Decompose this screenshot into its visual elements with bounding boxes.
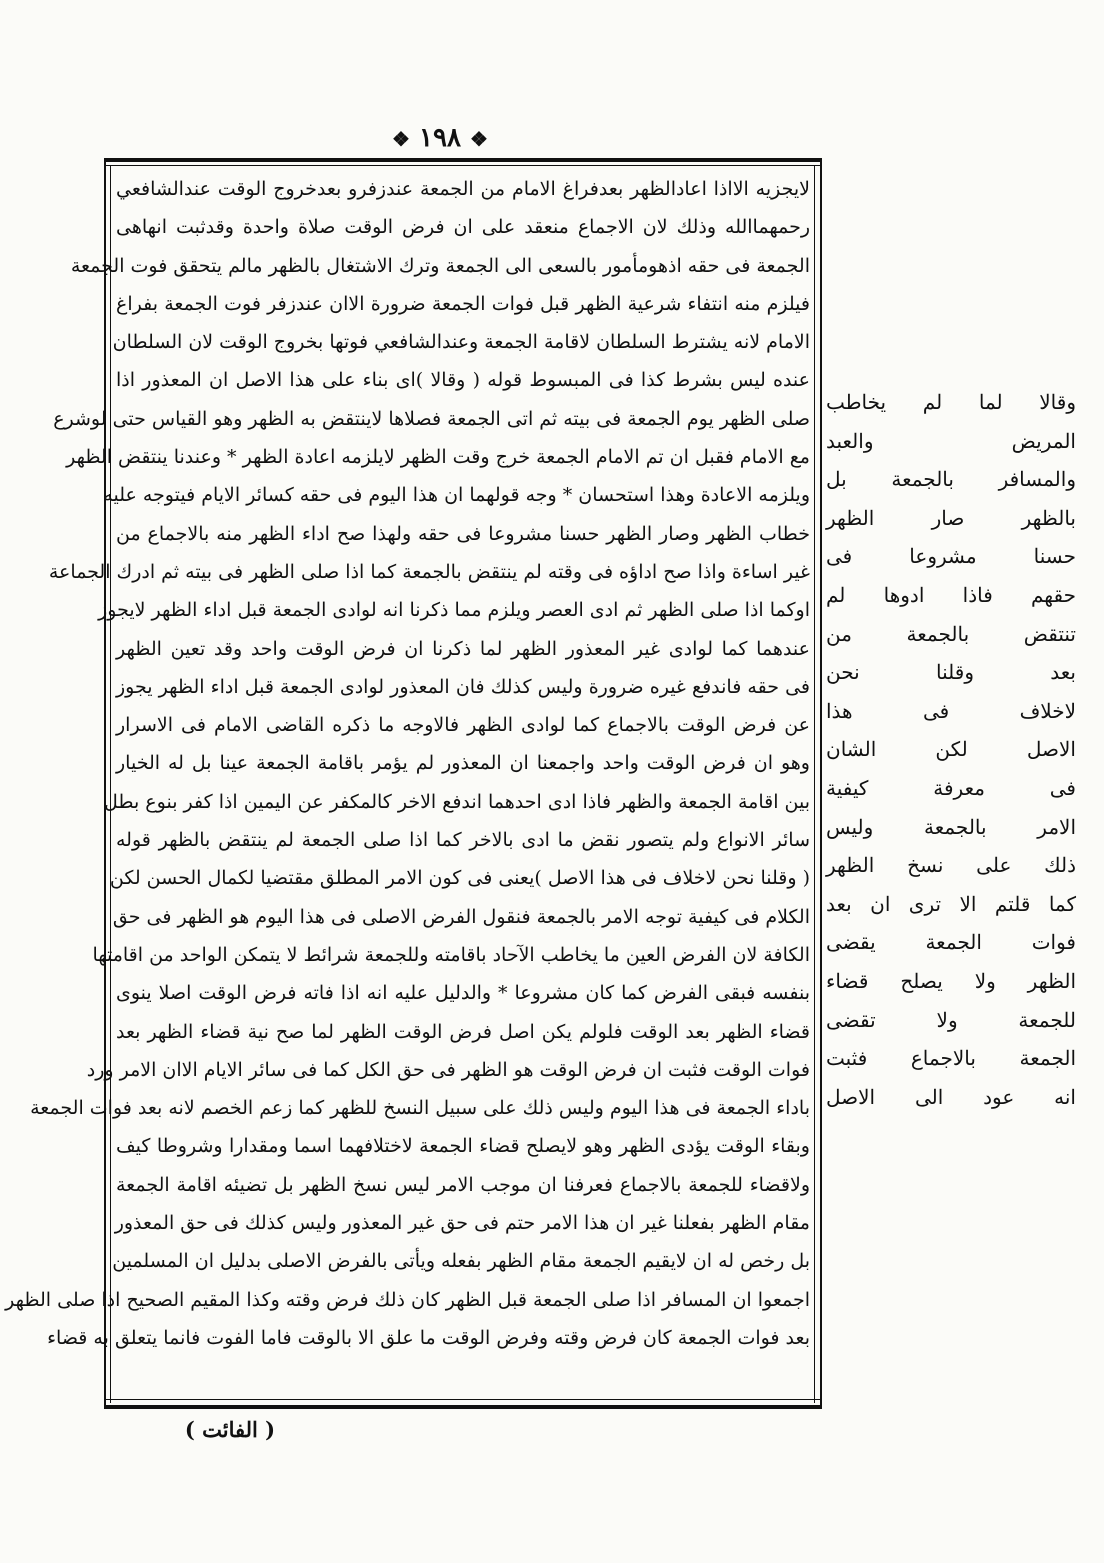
margin-note-block bbox=[826, 383, 1076, 1143]
margin-line: للجمعة ولا تقضى bbox=[826, 1007, 1076, 1032]
main-line: الكافة لان الفرض العين ما يخاطب الآحاد باقامته وللجمعة شرائط لا يتمكن الواحد من اقامتها bbox=[92, 943, 810, 966]
margin-line: حقهم فاذا ادوها لم bbox=[826, 582, 1076, 607]
margin-line: بالظهر صار الظهر bbox=[826, 505, 1076, 530]
main-line: وهو ان فرض الوقت واحد واجمعنا ان المعذور لم يؤمر باقامة الجمعة عينا بل له الخيار bbox=[116, 752, 810, 775]
main-line: مع الامام فقبل ان تم الامام الجمعة خرج وقت الظهر لايلزمه اعادة الظهر * وعندنا ينتقض الظهر bbox=[66, 446, 810, 469]
main-line bbox=[116, 1357, 810, 1395]
margin-line: الظهر ولا يصلح قضاء bbox=[826, 968, 1076, 993]
main-line: عنده ليس بشرط كذا فى المبسوط قوله ( وقالا )اى بناء على هذا الاصل ان المعذور اذا bbox=[116, 369, 810, 392]
margin-line: كما قلتم الا ترى ان بعد bbox=[826, 891, 1076, 916]
catchword: ( الفائت ) bbox=[184, 1417, 276, 1442]
frame-bottom-rule bbox=[104, 1405, 822, 1409]
ornament-left-icon: ❖ bbox=[470, 127, 488, 151]
frame-bottom-inner-rule bbox=[104, 1399, 822, 1400]
margin-line: بعد وقلنا نحن bbox=[826, 660, 1076, 685]
margin-line: وقالا لما لم يخاطب bbox=[826, 390, 1076, 414]
main-line: خطاب الظهر وصار الظهر حسنا مشروعا فى حقه ولهذا صح اداء الظهر منه بالاجماع من bbox=[116, 522, 810, 545]
margin-line: المريض والعبد bbox=[826, 428, 1076, 453]
main-line: اجمعوا ان المسافر اذا صلى الجمعة قبل الظهر كان ذلك فرض وقته وكذا المقيم الصحيح اذا صلى الظهر bbox=[5, 1288, 810, 1311]
main-line: فيلزم منه انتفاء شرعية الظهر قبل فوات الجمعة ضرورة الاان عندزفر فوت الجمعة بفراغ bbox=[116, 292, 810, 315]
main-line: باداء الجمعة فى هذا اليوم وليس ذلك على سبيل النسخ للظهر كما زعم الخصم لانه بعد فوات الجمعة bbox=[30, 1097, 810, 1120]
margin-line: فى معرفة كيفية bbox=[826, 775, 1076, 800]
margin-line: تنتقض بالجمعة من bbox=[826, 621, 1076, 646]
main-line: عندهما كما لوادى غير المعذور الظهر لما ذكرنا ان فرض الوقت واحد وقد تعين الظهر bbox=[116, 637, 811, 660]
main-line: غير اساءة واذا صح اداؤه فى وقته لم ينتقض بالجمعة كما اذا صلى الظهر فى بيته ثم ادرك الجماعة bbox=[48, 560, 810, 583]
main-line: الامام لانه يشترط السلطان لاقامة الجمعة وعندالشافعي فوتها بخروج الوقت لان السلطان bbox=[112, 331, 810, 354]
frame-right-rule bbox=[820, 158, 822, 1409]
ornament-right-icon: ❖ bbox=[392, 127, 410, 151]
main-line: سائر الانواع ولم يتصور نقض ما ادى بالاخر كما اذا صلى الجمعة لم ينتقض بالظهر قوله bbox=[116, 829, 810, 852]
main-line: قضاء الظهر بعد الوقت فلولم يكن اصل فرض الوقت الظهر لما صح نية قضاء الظهر بعد bbox=[116, 1020, 810, 1043]
main-line: اوكما اذا صلى الظهر ثم ادى العصر ويلزم مما ذكرنا انه لوادى الجمعة قبل اداء الظهر لايجوز bbox=[98, 599, 810, 622]
main-line: ( وقلنا نحن لاخلاف فى هذا الاصل )يعنى فى كون الامر المطلق مقتضيا لكمال الحسن لكن bbox=[109, 867, 810, 890]
main-line: لايجزيه الااذا اعادالظهر بعدفراغ الامام من الجمعة عندزفرو بعدخروج الوقت عندالشافعي bbox=[116, 178, 810, 200]
margin-line: لاخلاف فى هذا bbox=[826, 698, 1076, 723]
main-line: ولاقضاء للجمعة بالاجماع فعرفنا ان موجب الامر ليس نسخ الظهر بل تضيئه اقامة الجمعة bbox=[116, 1173, 810, 1196]
main-line: مقام الظهر بفعلنا غير ان هذا الامر حتم فى حق غير المعذور وليس كذلك فى حق المعذور bbox=[114, 1212, 810, 1235]
margin-line: فوات الجمعة يقضى bbox=[826, 930, 1076, 955]
main-line: فوات الوقت فثبت ان فرض الوقت هو الظهر فى حق الكل كما فى سائر الايام الاان الامر ورد bbox=[86, 1058, 810, 1081]
margin-line: ذلك على نسخ الظهر bbox=[826, 853, 1076, 878]
main-line: الجمعة فى حقه اذهومأمور بالسعى الى الجمعة وترك الاشتغال بالظهر مالم يتحقق فوت الجمعة bbox=[70, 254, 810, 277]
main-line: بل رخص له ان لايقيم الجمعة مقام الظهر بفعله ويأتى بالفرض الاصلى بدليل ان المسلمين bbox=[112, 1250, 810, 1273]
main-line: بين اقامة الجمعة والظهر فاذا ادى احدهما اندفع الاخر كالمكفر عن اليمين اذا كفر بنوع بطل bbox=[104, 790, 810, 813]
frame-top-inner-rule bbox=[104, 165, 822, 166]
main-line: فى حقه فاندفع غيره ضرورة وليس كذلك فان المعذور لوادى الجمعة قبل اداء الظهر يجوز bbox=[116, 675, 810, 698]
margin-line: انه عود الى الاصل bbox=[826, 1084, 1076, 1109]
margin-line: الاصل لكن الشان bbox=[826, 737, 1076, 762]
frame-right-inner-rule bbox=[814, 165, 815, 1403]
main-text-block bbox=[5, 170, 811, 1396]
margin-line: والمسافر بالجمعة بل bbox=[826, 467, 1076, 492]
page-number-value: ١٩٨ bbox=[419, 123, 461, 153]
main-line: رحمهماالله وذلك لان الاجماع منعقد على ان فرض الوقت صلاة واحدة وقدثبت انهاهى bbox=[116, 216, 810, 239]
margin-line: حسنا مشروعا فى bbox=[826, 544, 1076, 569]
main-line: بعد فوات الجمعة كان فرض وقته وفرض الوقت ما علق الا بالوقت فاما الفوت فانما يتعلق به قضاء bbox=[47, 1326, 810, 1349]
main-line: وبقاء الوقت يؤدى الظهر وهو لايصلح قضاء الجمعة لاختلافهما اسما ومقدارا وشروطا كيف bbox=[116, 1135, 810, 1158]
frame-top-rule bbox=[104, 158, 822, 162]
main-line: ويلزمه الاعادة وهذا استحسان * وجه قولهما ان هذا اليوم فى حقه كسائر الايام فيتوجه عليه bbox=[103, 484, 810, 507]
margin-line: الامر بالجمعة وليس bbox=[826, 814, 1076, 839]
margin-line: الجمعة بالاجماع فثبت bbox=[826, 1046, 1076, 1071]
main-line: صلى الظهر يوم الجمعة فى بيته ثم اتى الجمعة فصلاها لاينتقض به الظهر وهو القياس حتى لوشرع bbox=[53, 407, 810, 430]
main-line: عن فرض الوقت بالاجماع كما لوادى الظهر فالاوجه ما ذكره القاضى الامام فى الاسرار bbox=[116, 714, 810, 737]
page-number bbox=[380, 122, 500, 154]
main-line: بنفسه فبقى الفرض كما كان مشروعا * والدليل عليه انه اذا فاته فرض الوقت اصلا ينوى bbox=[116, 982, 810, 1005]
main-line: الكلام فى كيفية توجه الامر بالجمعة فنقول الفرض الاصلى فى هذا اليوم هو الظهر فى حق bbox=[112, 905, 810, 928]
